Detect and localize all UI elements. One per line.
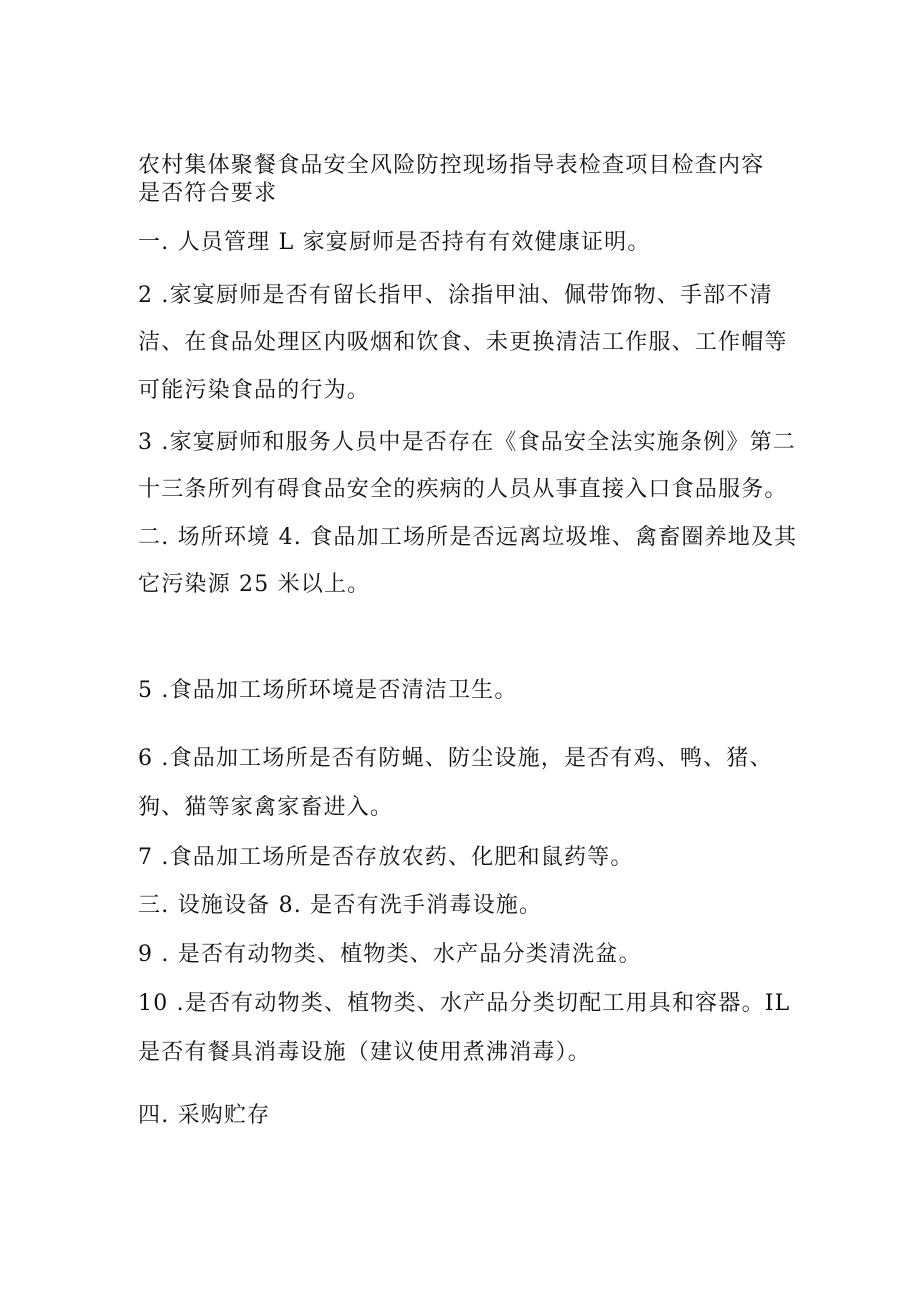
item-9: 9 . 是否有动物类、植物类、水产品分类清洗盆。 xyxy=(138,942,642,967)
document-title-line-1: 农村集体聚餐食品安全风险防控现场指导表检查项目检查内容 xyxy=(138,153,765,178)
item-2-line-3: 可能污染食品的行为。 xyxy=(138,378,371,403)
document-title-line-2: 是否符合要求 xyxy=(138,181,278,206)
item-3-line-1: 3 .家宴厨师和服务人员中是否存在《食品安全法实施条例》第二 xyxy=(138,430,796,455)
item-5: 5 .食品加工场所环境是否清洁卫生。 xyxy=(138,678,518,703)
item-2-line-2: 洁、在食品处理区内吸烟和饮食、未更换清洁工作服、工作帽等 xyxy=(138,330,788,355)
section-venue-item-4-line-1: 二. 场所环境 4. 食品加工场所是否远离垃圾堆、禽畜圈养地及其 xyxy=(138,525,798,550)
section-procurement-heading: 四. 采购贮存 xyxy=(138,1103,271,1128)
section-facilities-item-8: 三. 设施设备 8. 是否有洗手消毒设施。 xyxy=(138,893,543,918)
item-6-line-1: 6 .食品加工场所是否有防蝇、防尘设施，是否有鸡、鸭、猪、 xyxy=(138,746,773,771)
item-7: 7 .食品加工场所是否存放农药、化肥和鼠药等。 xyxy=(138,845,634,870)
item-10-line-1: 10 .是否有动物类、植物类、水产品分类切配工用具和容器。IL xyxy=(138,991,791,1016)
item-3-line-2: 十三条所列有碍食品安全的疾病的人员从事直接入口食品服务。 xyxy=(138,477,788,502)
item-2-line-1: 2 .家宴厨师是否有留长指甲、涂指甲油、佩带饰物、手部不清 xyxy=(138,283,773,308)
section-personnel-item-1: 一. 人员管理 L 家宴厨师是否持有有效健康证明。 xyxy=(138,230,651,255)
item-6-line-2: 狗、猫等家禽家畜进入。 xyxy=(138,795,394,820)
section-venue-item-4-line-2: 它污染源 25 米以上。 xyxy=(138,572,371,597)
item-10-line-2: 是否有餐具消毒设施（建议使用煮沸消毒）。 xyxy=(138,1040,592,1065)
